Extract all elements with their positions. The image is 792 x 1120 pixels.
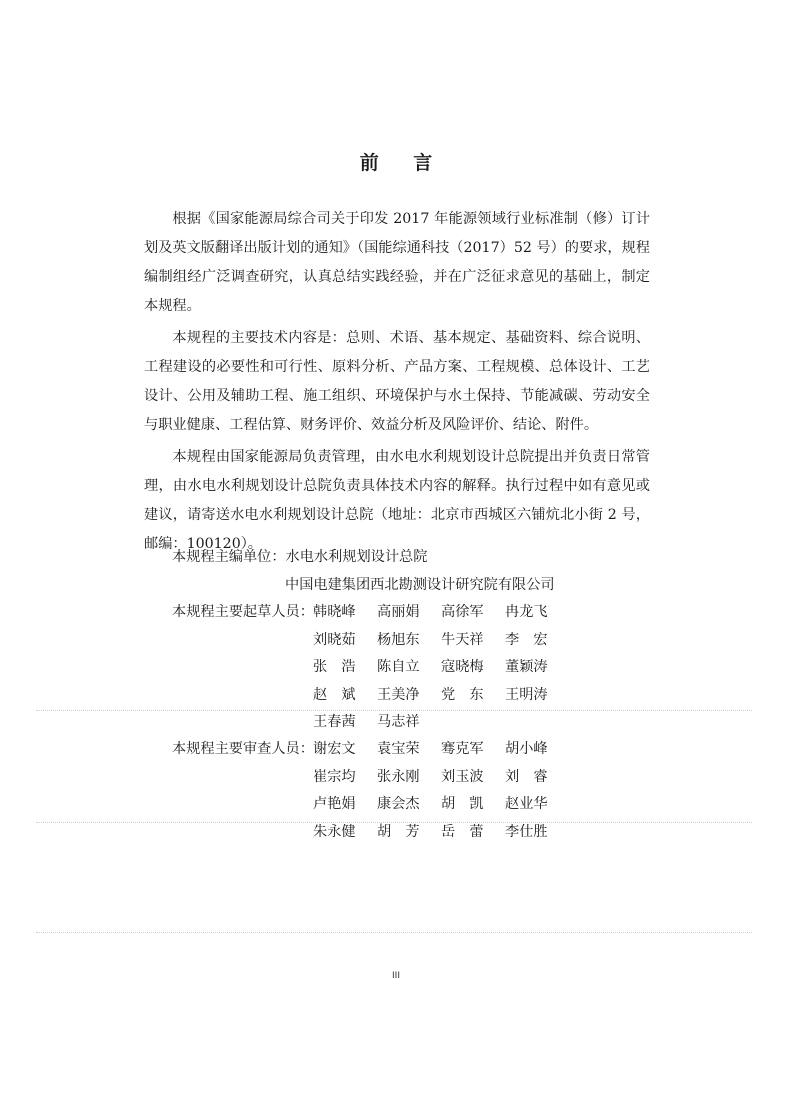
page-title: 前 言 <box>359 152 447 174</box>
roles-list <box>172 544 652 846</box>
drafter-name: 杨旭东 <box>377 631 420 648</box>
scan-dotted-line <box>36 710 752 711</box>
paragraph-basis: 根据《国家能源局综合司关于印发 2017 年能源领域行业标准制（修）订计划及英文版翻译出版计划的通知》（国能综通科技（2017）52 号）的要求，规程编制组经广泛调查研究，认真总结实践经验，并在广泛征求意见的基础上，制定本规程。 <box>144 211 650 314</box>
reviewer-name: 谢宏文 <box>313 741 356 758</box>
preface-body <box>144 205 650 562</box>
reviewer-name: 卢艳娟 <box>313 796 356 813</box>
drafter-name: 高徐军 <box>441 604 484 621</box>
drafter-name: 牛天祥 <box>441 631 484 648</box>
paragraph-content: 本规程的主要技术内容是：总则、术语、基本规定、基础资料、综合说明、工程建设的必要性和可行性、原料分析、产品方案、工程规模、总体设计、工艺设计、公用及辅助工程、施工组织、环境保护与水土保持、节能减碳、劳动安全与职业健康、工程估算、财务评价、效益分析及风险评价、结论、附件。 <box>144 330 650 433</box>
drafter-name: 高丽娟 <box>377 604 420 621</box>
drafter-name: 冉龙飞 <box>505 604 548 621</box>
reviewers-row <box>172 736 652 763</box>
reviewer-name: 骞克军 <box>441 741 484 758</box>
reviewer-name: 刘 睿 <box>505 768 548 785</box>
drafter-name: 韩晓峰 <box>313 604 356 621</box>
drafters-row <box>172 709 652 736</box>
drafter-name: 王春茜 <box>313 713 356 730</box>
drafters-row <box>172 654 652 681</box>
drafters-row <box>172 599 652 626</box>
drafter-name: 董颖涛 <box>505 659 548 676</box>
reviewers-row <box>172 791 652 818</box>
reviewers-row <box>172 764 652 791</box>
reviewer-name: 康会杰 <box>377 796 420 813</box>
scan-dotted-line <box>36 932 752 933</box>
reviewer-name: 岳 蕾 <box>441 823 484 840</box>
chief-unit-2: 中国电建集团西北勘测设计研究院有限公司 <box>285 577 555 594</box>
reviewer-name: 张永刚 <box>377 768 420 785</box>
reviewers-label: 本规程主要审查人员： <box>172 741 314 758</box>
reviewer-name: 胡 凯 <box>441 796 484 813</box>
reviewer-name: 胡 芳 <box>377 823 420 840</box>
drafters-label: 本规程主要起草人员： <box>172 604 314 621</box>
page-number: III <box>392 971 400 981</box>
drafter-name: 寇晓梅 <box>441 659 484 676</box>
drafters-row <box>172 627 652 654</box>
reviewer-name: 朱永健 <box>313 823 356 840</box>
reviewer-name: 赵业华 <box>505 796 548 813</box>
reviewer-name: 李仕胜 <box>505 823 548 840</box>
drafter-name: 赵 斌 <box>313 686 356 703</box>
chief-unit-row <box>172 544 652 571</box>
reviewer-name: 崔宗均 <box>313 768 356 785</box>
drafter-name: 党 东 <box>441 686 484 703</box>
chief-unit-1: 水电水利规划设计总院 <box>285 549 428 565</box>
reviewer-name: 刘玉波 <box>441 768 484 785</box>
drafter-name: 李 宏 <box>505 631 548 648</box>
drafters-row <box>172 682 652 709</box>
drafter-name: 王美净 <box>377 686 420 703</box>
reviewer-name: 袁宝荣 <box>377 741 420 758</box>
reviewer-name: 胡小峰 <box>505 741 548 758</box>
drafter-name: 马志祥 <box>377 713 420 730</box>
drafter-name: 王明涛 <box>505 686 548 703</box>
drafter-name: 刘晓茹 <box>313 631 356 648</box>
drafter-name: 张 浩 <box>313 659 356 676</box>
chief-unit-label: 本规程主编单位： <box>172 549 286 565</box>
drafter-name: 陈自立 <box>377 659 420 676</box>
scan-dotted-line <box>36 822 752 823</box>
paragraph-management: 本规程由国家能源局负责管理，由水电水利规划设计总院提出并负责日常管理，由水电水利规划设计总院负责具体技术内容的解释。执行过程中如有意见或建议，请寄送水电水利规划设计总院（地址：北京市西城区六铺炕北小街 2 号，邮编：100120）。 <box>144 449 650 552</box>
